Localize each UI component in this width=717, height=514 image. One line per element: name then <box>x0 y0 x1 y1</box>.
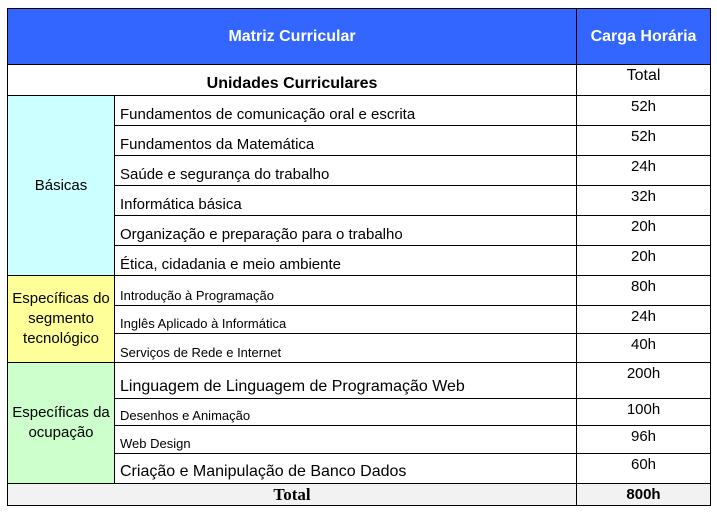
header-hours: Carga Horária <box>577 9 711 65</box>
unit-name: Fundamentos da Matemática <box>115 126 577 156</box>
total-hours: 800h <box>577 484 711 506</box>
group-basicas: Básicas <box>8 96 115 276</box>
subheader-label: Unidades Curriculares <box>8 65 577 96</box>
unit-name: Fundamentos de comunicação oral e escrita <box>115 96 577 126</box>
unit-name: Saúde e segurança do trabalho <box>115 156 577 186</box>
unit-hours: 20h <box>577 246 711 276</box>
unit-hours: 80h <box>577 276 711 306</box>
unit-hours: 52h <box>577 126 711 156</box>
group-segmento: Específicas do segmento tecnológico <box>8 276 115 363</box>
unit-hours: 52h <box>577 96 711 126</box>
unit-name: Criação e Manipulação de Banco Dados <box>115 454 577 484</box>
subheader-hours: Total <box>577 65 711 96</box>
unit-name: Introdução à Programação <box>115 276 577 306</box>
group-ocupacao: Específicas da ocupação <box>8 363 115 484</box>
unit-name: Desenhos e Animação <box>115 399 577 426</box>
unit-name: Linguagem de Linguagem de Programação Web <box>115 363 577 399</box>
total-label: Total <box>8 484 577 506</box>
unit-name: Informática básica <box>115 186 577 216</box>
unit-hours: 40h <box>577 334 711 363</box>
unit-name: Inglês Aplicado à Informática <box>115 306 577 334</box>
unit-hours: 60h <box>577 454 711 484</box>
unit-hours: 24h <box>577 306 711 334</box>
unit-name: Ética, cidadania e meio ambiente <box>115 246 577 276</box>
unit-name: Organização e preparação para o trabalho <box>115 216 577 246</box>
unit-hours: 24h <box>577 156 711 186</box>
unit-hours: 96h <box>577 426 711 454</box>
unit-hours: 20h <box>577 216 711 246</box>
header-title: Matriz Curricular <box>8 9 577 65</box>
unit-name: Serviços de Rede e Internet <box>115 334 577 363</box>
unit-hours: 100h <box>577 399 711 426</box>
unit-hours: 32h <box>577 186 711 216</box>
unit-name: Web Design <box>115 426 577 454</box>
curriculum-table <box>7 8 711 506</box>
unit-hours: 200h <box>577 363 711 399</box>
